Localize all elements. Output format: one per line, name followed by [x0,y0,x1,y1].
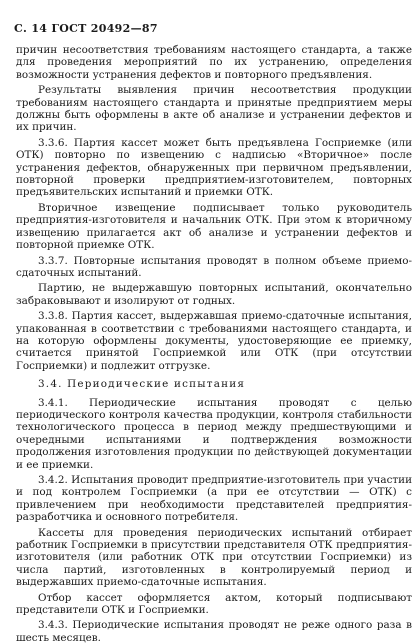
paragraph-3-4-2: 3.4.2. Испытания проводит предприятие-изготовитель при участии и под контролем Госприемки (а при ее отсутствии — ОТК) с привлечением при необходимости представителей предприятия-разработчика и основного потребителя. [16,474,412,524]
paragraph: Отбор кассет оформляется актом, который подписывают представители ОТК и Госприемки. [16,591,412,617]
paragraph: Вторичное извещение подписывает только руководитель предприятия-изготовителя и начальник ОТК. При этом к вторичному извещению прилагается акт об анализе и устранении дефектов и повторной приемке ОТК. [16,201,412,252]
paragraph-3-3-6: 3.3.6. Партия кассет может быть предъявлена Госприемке (или ОТК) повторно по извещению с надписью «Вторичное» после устранения дефектов, обнаруженных при первичном предъявлении, повторной проверки предприятием-изготовителем, повторных предъявительских испытаний и приемки ОТК. [16,136,412,199]
page-header: С. 14 ГОСТ 20492—87 [14,22,158,35]
paragraph-3-4-1: 3.4.1. Периодические испытания проводят с целью периодического контроля качества продукции, контроля стабильности технологического процесса в период между предшествующими и очередными испытаниями и подтверждения возможности продолжения изготовления продукции по действующей документации и ее приемки. [16,396,412,471]
paragraph-3-3-8: 3.3.8. Партия кассет, выдержавшая приемо-сдаточные испытания, упакованная в соответствии с требованиями настоящего стандарта, и на которую оформлены документы, удостоверяющие ее приемку, считается принятой Госприемкой или ОТК (при отсутствии Госприемки) и подлежит отгрузке. [16,310,412,372]
paragraph-3-4-3: 3.4.3. Периодические испытания проводят не реже одного раза в шесть месяцев. [16,619,412,644]
paragraph: причин несоответствия требованиям настоящего стандарта, а также для проведения мероприятий по их устранению, определения возможности устранения дефектов и повторного предъявления. [16,44,412,81]
body-text [16,44,412,644]
paragraph-3-3-7: 3.3.7. Повторные испытания проводят в полном объеме приемо-сдаточных испытаний. [16,254,412,279]
paragraph: Результаты выявления причин несоответствия продукции требованиям настоящего стандарта и принятые предприятием меры должны быть оформлены в акте об анализе и устранении дефектов и их причин. [16,84,412,134]
paragraph: Кассеты для проведения периодических испытаний отбирает работник Госприемки в присутствии представителя ОТК предприятия-изготовителя (или работник ОТК при отсутствии Госприемки) из числа партий, изготовленных в контролируемый период и выдержавших приемо-сдаточные испытания. [16,526,412,589]
section-heading: 3.4. Периодические испытания [38,378,246,391]
paragraph: Партию, не выдержавшую повторных испытаний, окончательно забраковывают и изолируют от годных. [16,282,412,307]
